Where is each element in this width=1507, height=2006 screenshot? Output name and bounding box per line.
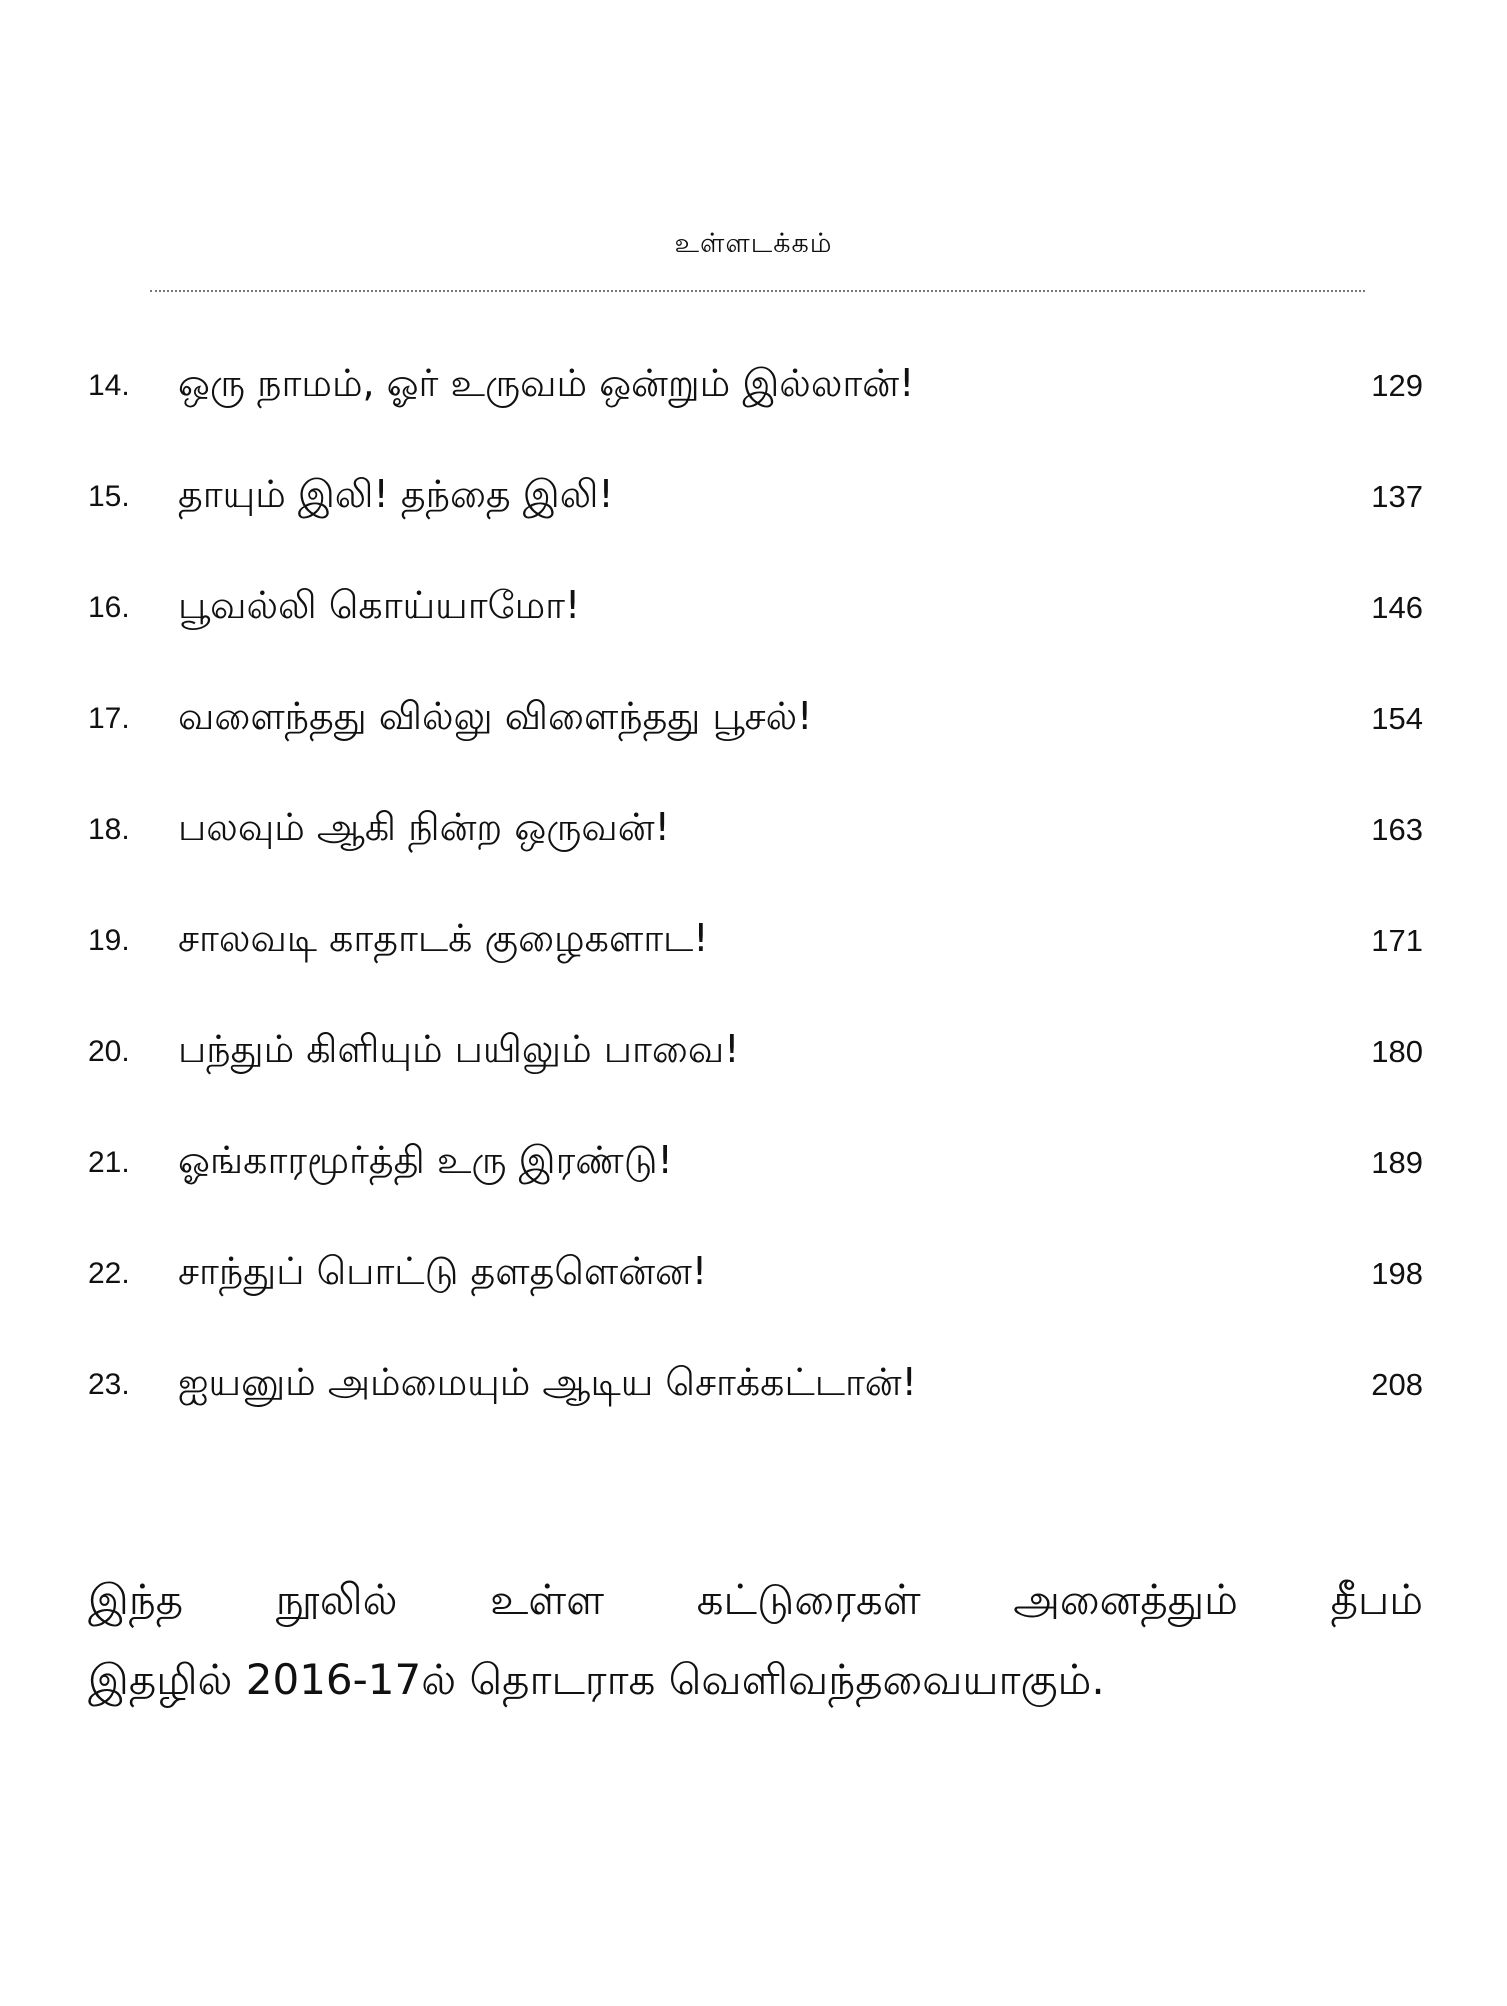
toc-entry-page: 154 [1371, 700, 1423, 736]
toc-entry [88, 996, 1423, 1107]
toc-entry [88, 1329, 1423, 1440]
toc-entry-number: 22. [88, 1256, 130, 1290]
toc-entry-title: பூவல்லி கொய்யாமோ! [178, 582, 581, 627]
running-header: உள்ளடக்கம் [674, 228, 833, 259]
toc-entry [88, 1107, 1423, 1218]
toc-entry-page: 189 [1371, 1144, 1423, 1180]
toc-entry-page: 208 [1371, 1366, 1423, 1402]
toc-entry-number: 18. [88, 812, 130, 846]
toc-entry-number: 15. [88, 479, 130, 513]
toc-entry [88, 552, 1423, 663]
toc-entry-number: 23. [88, 1367, 130, 1401]
toc-entry [88, 885, 1423, 996]
toc-entry-title: ஐயனும் அம்மையும் ஆடிய சொக்கட்டான்! [178, 1359, 917, 1404]
toc-entry-title: சாந்துப் பொட்டு தளதளென்ன! [178, 1248, 708, 1293]
toc-entry-page: 146 [1371, 589, 1423, 625]
toc-entry-title: பந்தும் கிளியும் பயிலும் பாவை! [178, 1026, 740, 1071]
toc-entry-number: 14. [88, 368, 130, 402]
toc-entry-page: 198 [1371, 1255, 1423, 1291]
toc-entry-page: 137 [1371, 478, 1423, 514]
table-of-contents [88, 330, 1423, 1440]
toc-entry-page: 180 [1371, 1033, 1423, 1069]
toc-entry-title: பலவும் ஆகி நின்ற ஒருவன்! [178, 804, 670, 849]
publication-note-line: இந்த நூலில் உள்ள கட்டுரைகள் அனைத்தும் தீபம் [88, 1575, 1423, 1624]
toc-entry-page: 163 [1371, 811, 1423, 847]
toc-entry [88, 1218, 1423, 1329]
toc-entry [88, 330, 1423, 441]
toc-entry-page: 171 [1371, 922, 1423, 958]
toc-entry-number: 20. [88, 1034, 130, 1068]
publication-note-line: இதழில் 2016-17ல் தொடராக வெளிவந்தவையாகும். [88, 1655, 1105, 1704]
toc-entry-title: ஒரு நாமம், ஓர் உருவம் ஒன்றும் இல்லான்! [178, 360, 915, 405]
toc-entry-number: 19. [88, 923, 130, 957]
toc-entry-title: வளைந்தது வில்லு விளைந்தது பூசல்! [178, 693, 813, 738]
toc-entry [88, 774, 1423, 885]
toc-entry-title: சாலவடி காதாடக் குழைகளாட! [178, 915, 709, 960]
toc-entry-title: தாயும் இலி! தந்தை இலி! [178, 471, 614, 516]
toc-entry-number: 16. [88, 590, 130, 624]
toc-entry-number: 21. [88, 1145, 130, 1179]
toc-entry-page: 129 [1371, 367, 1423, 403]
toc-entry-title: ஓங்காரமூர்த்தி உரு இரண்டு! [178, 1137, 673, 1182]
toc-entry-number: 17. [88, 701, 130, 735]
publication-note [88, 1560, 1423, 1720]
toc-entry [88, 663, 1423, 774]
toc-entry [88, 441, 1423, 552]
header-divider [150, 290, 1365, 292]
